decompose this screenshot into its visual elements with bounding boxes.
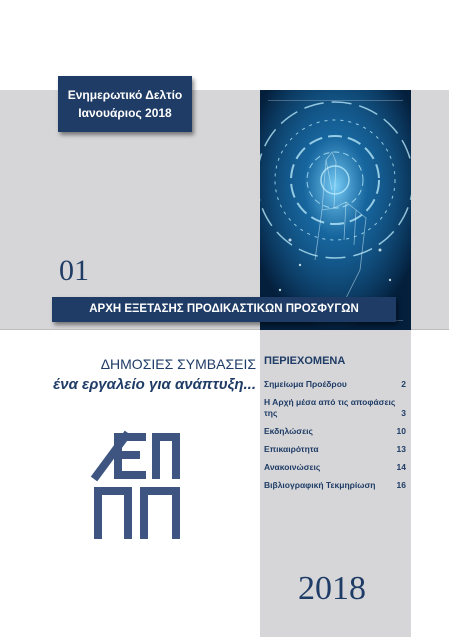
toc-item[interactable] — [264, 397, 406, 419]
toc-item-label: Ανακοινώσεις — [264, 462, 321, 472]
toc-item-page: 2 — [401, 379, 406, 389]
year: 2018 — [298, 570, 366, 607]
toc-item-label: Εκδηλώσεις — [264, 426, 313, 436]
toc-item-page: 10 — [396, 426, 406, 436]
aepp-logo — [90, 429, 182, 548]
toc-item-label: Επικαιρότητα — [264, 444, 319, 454]
bulletin-title: Ενημερωτικό Δελτίο — [67, 88, 183, 102]
toc-item-page: 16 — [396, 480, 406, 490]
toc-item[interactable] — [264, 462, 406, 473]
digital-hand-network-image — [260, 90, 411, 330]
toc-item[interactable] — [264, 426, 406, 437]
toc-item-page: 3 — [401, 408, 406, 418]
toc-item[interactable] — [264, 444, 406, 455]
toc-item-label: Σημείωμα Προέδρου — [264, 379, 347, 389]
toc-item[interactable] — [264, 379, 406, 390]
subheadline: ένα εργαλείο για ανάπτυξη... — [53, 376, 256, 393]
toc-item-label: Η Αρχή μέσα από τις αποφάσεις της — [264, 397, 396, 418]
bulletin-title-box — [58, 76, 192, 132]
bulletin-date: Ιανουάριος 2018 — [78, 106, 172, 120]
toc-title: ΠΕΡΙΕΧΟΜΕΝΑ — [264, 355, 346, 367]
issue-number: 01 — [59, 254, 89, 287]
headline-block — [50, 356, 256, 393]
toc-item-page: 14 — [396, 462, 406, 472]
table-of-contents — [264, 355, 406, 498]
toc-item-page: 13 — [396, 444, 406, 454]
toc-item-label: Βιβλιογραφική Τεκμηρίωση — [264, 480, 376, 490]
toc-item[interactable] — [264, 480, 406, 491]
headline: ΔΗΜΟΣΙΕΣ ΣΥΜΒΑΣΕΙΣ — [100, 356, 256, 372]
authority-name-bar: ΑΡΧΗ ΕΞΕΤΑΣΗΣ ΠΡΟΔΙΚΑΣΤΙΚΩΝ ΠΡΟΣΦΥΓΩΝ — [52, 297, 396, 322]
